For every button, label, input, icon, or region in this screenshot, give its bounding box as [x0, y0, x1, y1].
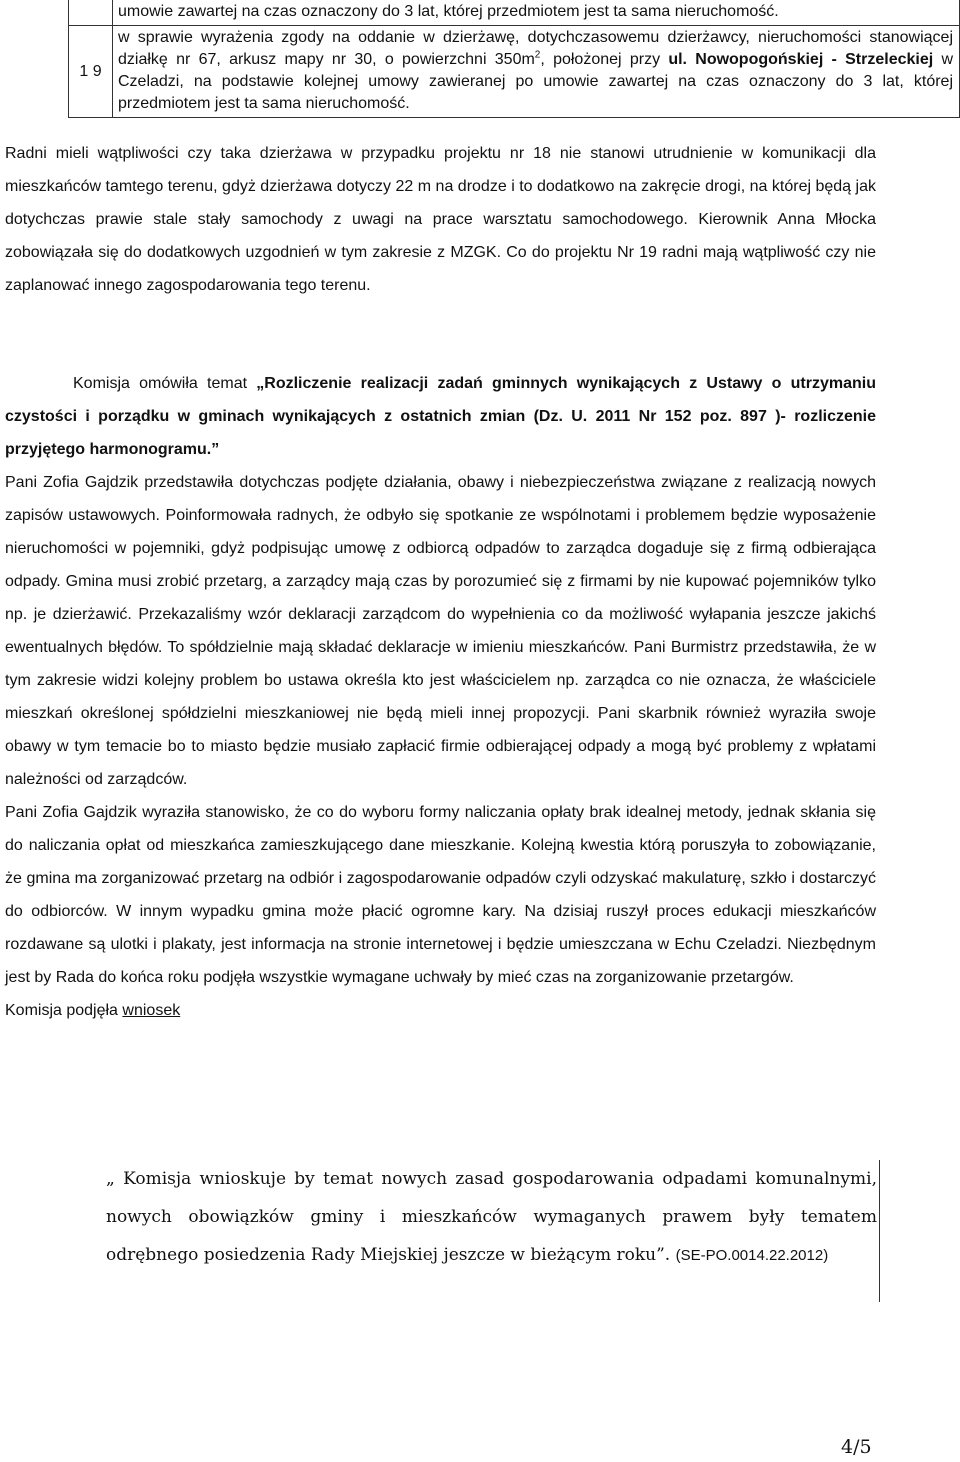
paragraph-radni — [5, 137, 876, 302]
paragraph-text: Radni mieli wątpliwości czy taka dzierżawa w przypadku projektu nr 18 nie stanowi utrudnienie w komunikacji dla mieszkańców tamtego terenu, gdyż dzierżawa dotyczy 22 m na drodze i to dodatkowo na zakręcie drogi, na której będą jak dotychczas prawie stale stały samochody z uwagi na prace warsztatu samochodowego. Kierownik Anna Młocka zobowiązała się do dodatkowych uzgodnień w tym zakresie z MZGK. Co do projektu Nr 19 radni mają wątpliwość czy nie zaplanować innego zagospodarowania tego terenu. — [5, 145, 876, 294]
row-text-part: w Czeladzi, na podstawie kolejnej umowy zawieranej po umowie zawartej na czas oznaczony do 3 lat, której przedmiotem jest ta sama nieruchomość. — [118, 51, 953, 112]
row-text-part: , położonej przy — [540, 51, 669, 68]
resolutions-table — [68, 0, 960, 118]
quote-text: „ Komisja wnioskuje by temat nowych zasad gospodarowania odpadami komunalnymi, nowych obowiązków gminy i mieszkańców wymaganych prawem były tematem odrębnego posiedzenia Rady Miejskiej jeszcze w bieżącym roku”. — [106, 1169, 877, 1265]
row-text-cell: umowie zawartej na czas oznaczony do 3 lat, której przedmiotem jest ta sama nieruchomość. — [118, 3, 779, 20]
row-number-cell: 1 9 — [69, 26, 113, 117]
page-number: 4/5 — [841, 1436, 872, 1458]
wniosek-line — [5, 994, 876, 1027]
wniosek-prefix: Komisja podjęła — [5, 1002, 123, 1019]
topic-block — [5, 367, 876, 1027]
row-number-cell — [69, 0, 113, 25]
paragraph-gajdzik: Pani Zofia Gajdzik wyraziła stanowisko, że co do wyboru formy naliczania opłaty brak idealnej metody, jednak skłania się do naliczania opłat od mieszkańca zamieszkującego dane mieszkanie. Kolejną kwestia którą poruszyła to zobowiązanie, że gmina ma zorganizować przetarg na odbiór i zagospodarowanie odpadów czyli odzyskać makulaturę, szkło i dostarczyć do odbiorców. W innym wypadku gmina może płacić ogromne kary. Na dzisiaj ruszył proces edukacji mieszkańców rozdawane są ulotki i plakaty, jest informacja na stronie internetowej i będzie umieszczana w Echu Czeladzi. Niezbędnym jest by Rada do końca roku podjęła wszystkie wymagane uchwały by mieć czas na zorganizowanie przetargów. — [5, 804, 876, 986]
superscript: 2 — [534, 49, 541, 61]
topic-title: „Rozliczenie realizacji zadań gminnych wynikających z Ustawy o utrzymaniu czystości i porządku w gminach wynikających z ostatnich zmian (Dz. U. 2011 Nr 152 poz. 897 )- rozliczenie przyjętego harmonogramu.” — [5, 375, 877, 458]
street-name: ul. Nowopogońskiej - Strzeleckiej — [668, 51, 934, 68]
table-row-19 — [69, 25, 959, 117]
topic-intro: Komisja omówiła temat — [73, 375, 257, 392]
table-row — [69, 0, 959, 25]
wniosek-word: wniosek — [122, 1002, 181, 1019]
motion-quote — [106, 1160, 880, 1302]
row-text-cell — [113, 26, 959, 117]
row-text-part: w sprawie wyrażenia zgody na oddanie w dzierżawę, dotychczasowemu dzierżawcy, nieruchomości stanowiącej działkę nr 67, arkusz mapy nr 30, o powierzchni 350m — [118, 29, 953, 68]
topic-paragraph — [5, 367, 876, 466]
case-reference: (SE-PO.0014.22.2012) — [675, 1247, 829, 1264]
paragraph-main: Pani Zofia Gajdzik przedstawiła dotychczas podjęte działania, obawy i niebezpieczeństwa związane z realizacją nowych zapisów ustawowych. Poinformowała radnych, że odbyło się spotkanie ze wspólnotami i problemem będzie wyposażenie nieruchomości w pojemniki, gdyż podpisując umowę z odbiorcą odpadów to zarządca dogaduje się z firmą odbierająca odpady. Gmina musi zrobić przetarg, a zarządcy mają czas by porozumieć się z firmami by nie kupować pojemników tylko np. je dzierżawić. Przekazaliśmy wzór deklaracji zarządcom do wypełnienia co da możliwość wyłapania jeszcze jakichś ewentualnych błędów. To spółdzielnie mają składać deklaracje w imieniu mieszkańców. Pani Burmistrz przedstawiła, że w tym zakresie widzi kolejny problem bo ustawa określa kto jest właścicielem np. zarządca co nie oznacza, że właściciele mieszkań określonej spółdzielni mieszkaniowej nie będą mieli innej propozycji. Pani skarbnik również wyraziła swoje obawy w tym temacie bo to miasto będzie musiało zapłacić firmie odbierającej odpady a mogą być problemy z wpłatami należności od zarządców. — [5, 474, 876, 788]
